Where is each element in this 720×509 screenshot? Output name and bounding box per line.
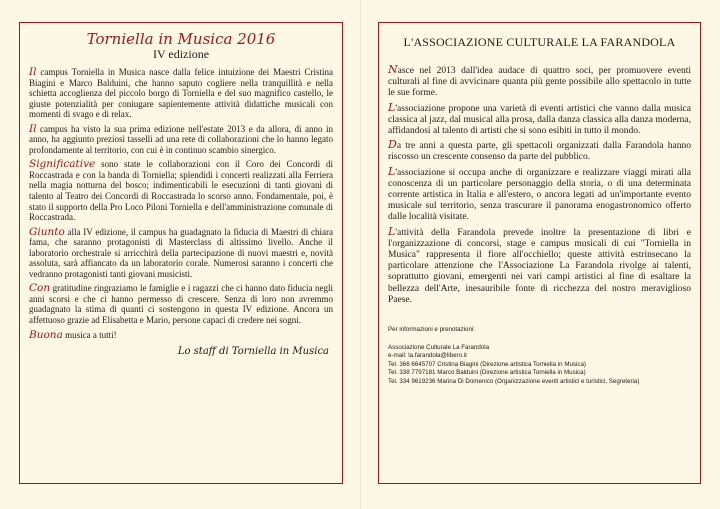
- paragraph-lead: L: [388, 100, 396, 114]
- paragraph-edition: [29, 227, 333, 280]
- paragraph-lead: Giunto: [29, 225, 65, 238]
- right-panel: [378, 22, 701, 484]
- paragraph-activities: [388, 226, 691, 306]
- paragraph-text: 'associazione si occupa anche di organizzare e realizzare viaggi mirati alla conoscenza di un particolare personaggio della storia, o di una determinata corrente artistica in Italia e all'estero, o ancora legati ad un'importante evento musicale sul territorio, senza trascurare il panorama enogastronomico offerto dalle località visitate.: [388, 167, 691, 223]
- left-panel: [19, 22, 343, 484]
- paragraph-lead: Il: [29, 122, 37, 135]
- paragraph-closing: [29, 330, 333, 341]
- paragraph-text: campus Torniella in Musica nasce dalla felice intuizione dei Maestri Cristina Biagini e Marco Balduini, che hanno saputo cogliere nella tranquillità e nella schietta accoglienza del piccolo borgo di Torniella e del suo magnifico castello, le giuste potenzialità per coniugare sapientemente attività didattiche musicali con momenti di svago e di relax.: [29, 67, 333, 120]
- paragraph-text: musica a tutti!: [62, 329, 117, 340]
- paragraph-text: 'associazione propone una varietà di eventi artistici che vanno dalla musica classica al jazz, dal musical alla prosa, dalla danza classica alla danza moderna, affidandosi al talento di artisti che si sono esibiti in tutto il mondo.: [388, 103, 691, 137]
- paragraph-founding: [388, 64, 691, 100]
- contact-heading: Per informazioni e prenotazioni:: [388, 326, 476, 334]
- paragraph-collaborations: [29, 159, 333, 222]
- contact-phone[interactable]: Tel. 338 7797181 Marco Balduini (Direzione artistica Torniella in Musica): [388, 369, 586, 377]
- paragraph-travel: [388, 166, 691, 224]
- contact-phone[interactable]: Tel. 366 6645707 Cristina Biagini (Direzione artistica Torniella in Musica): [388, 360, 586, 368]
- contact-phone[interactable]: Tel. 334 9619236 Marina Di Domenico (Organizzazione eventi artistici e turistici, Segreteria): [388, 378, 640, 386]
- event-title: Torniella in Musica 2016: [86, 30, 276, 48]
- paragraph-text: sono state le collaborazioni con il Coro dei Concordi di Roccastrada e con la banda di Torniella; splendidi i concerti realizzati alla Ferriera nella magia notturna del bosco; indimenticabili le esecuzioni di tanti giovani di talento al Teatro dei Concordi di Roccastrada lo scorso anno. Fondamentale, poi, è stato il supporto della Pro Loco Piloni Torniella e dell'amministrazione comunale di Roccastrada.: [29, 159, 333, 223]
- paragraph-text: 'attività della Farandola prevede inoltre la presentazione di libri e l'organizzazione di concorsi, stage e campus musicali di cui "Torniella in Musica" rappresenta il fiore all'occhiello; queste attività estrinsecano la particolare attenzione che l'Associazione La Farandola rivolge ai talenti, soprattutto giovani, emergenti nei vari campi artistici al fine di esaltare la bellezza dell'Arte, inesauribile fonte di ricchezza del nostro meraviglioso Paese.: [388, 227, 691, 305]
- paragraph-lead: Con: [29, 282, 51, 295]
- paragraph-events: [388, 102, 691, 138]
- staff-signature: Lo staff di Torniella in Musica: [177, 346, 329, 358]
- fold-line: [360, 0, 361, 509]
- paragraph-text: asce nel 2013 dall'idea audace di quattro soci, per promuovere eventi culturali al fine di avvicinare quanta più gente possibile allo spettacolo in tutte le sue forme.: [388, 66, 691, 99]
- paragraph-history: [29, 124, 333, 156]
- paragraph-lead: Buona: [29, 328, 63, 341]
- paragraph-text: alla IV edizione, il campus ha guadagnato la fiducia di Maestri di chiara fama, che saranno protagonisti di Masterclass di altissimo livello. Anche il laboratorio orchestrale si arricchirà della partecipazione di nuovi maestri e, novità assoluta, sarà affiancato da un laboratorio corale. Numerosi saranno i concerti che vedranno protagonisti tanti giovani musicisti.: [29, 226, 333, 279]
- paragraph-text: a tre anni a questa parte, gli spettacoli organizzati dalla Farandola hanno riscosso un crescente consenso da parte del pubblico.: [388, 141, 691, 163]
- paragraph-intro: [29, 67, 333, 120]
- paragraph-lead: L: [388, 164, 396, 178]
- contact-info: [388, 326, 691, 387]
- edition-subtitle: IV edizione: [152, 47, 210, 61]
- contact-org: Associazione Culturale La Farandola: [388, 343, 490, 351]
- paragraph-lead: N: [388, 63, 398, 76]
- paragraph-lead: L: [388, 224, 396, 238]
- paragraph-text: gratitudine ringraziamo le famiglie e i ragazzi che ci hanno dato fiducia negli anni scorsi e che ci hanno permesso di crescere. Senza di loro non avremmo guadagnato la stima di quanti ci sostengono in questa IV edizione. Ancora un affettuoso grazie ad Elisabetta e Mario, persone capaci di credere nei sogni.: [29, 283, 333, 326]
- paragraph-success: [388, 139, 691, 163]
- paragraph-lead: Significative: [29, 158, 96, 171]
- paragraph-lead: Il: [29, 66, 37, 78]
- contact-email[interactable]: e-mail: la.farandola@libero.it: [388, 352, 467, 360]
- paragraph-thanks: [29, 283, 333, 325]
- paragraph-text: campus ha visto la sua prima edizione nell'estate 2013 e da allora, di anno in anno, ha aggiunto preziosi tasselli ad una rete di collaborazioni che lo hanno legato profondamente al territorio, con cui è in continuo scambio sinergico.: [29, 123, 333, 155]
- association-title: L'ASSOCIAZIONE CULTURALE LA FARANDOLA: [403, 35, 676, 49]
- paragraph-lead: D: [388, 138, 397, 152]
